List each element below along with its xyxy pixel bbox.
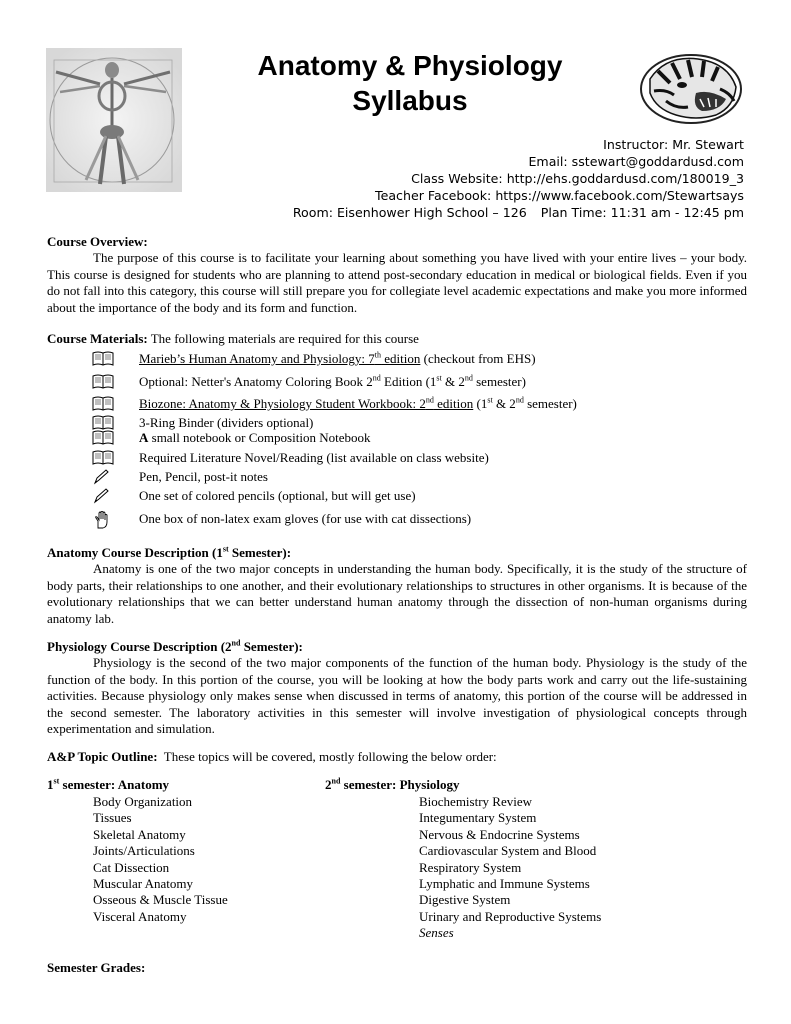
facebook-line (375, 187, 744, 204)
topic-item: Joints/Articulations (93, 843, 195, 859)
material-item-text: 3-Ring Binder (dividers optional) (139, 415, 314, 430)
room-line (293, 204, 744, 221)
topic-item: Respiratory System (419, 859, 522, 875)
material-item-text: Optional: Netter's Anatomy Coloring Book 2nd Edition (1st & 2nd semester) (139, 373, 526, 389)
topic-item: Lymphatic and Immune Systems (419, 876, 590, 892)
topic-item: Urinary and Reproductive Systems (419, 908, 602, 924)
material-item-text: One box of non-latex exam gloves (for use with cat dissections) (139, 511, 472, 526)
topic-item: Senses (419, 925, 454, 941)
tiger-head-mascot-image (636, 49, 746, 127)
pencil-icon (92, 488, 118, 508)
material-item-text: A small notebook or Composition Notebook (139, 430, 371, 445)
page-title-line2: Syllabus (352, 85, 468, 116)
topic-outline-heading-line (47, 749, 747, 765)
semester-grades-heading: Semester Grades: (47, 960, 146, 975)
book-icon (92, 374, 118, 394)
anatomy-section (47, 545, 747, 627)
topic-item: Cardiovascular System and Blood (419, 843, 597, 859)
course-overview-section (47, 234, 747, 316)
book-icon (92, 351, 118, 371)
topic-outline-heading: A&P Topic Outline: (47, 749, 158, 764)
topic-item: Visceral Anatomy (93, 908, 187, 924)
semester1-topic-list (93, 794, 228, 925)
instructor-value: Mr. Stewart (672, 137, 744, 152)
material-item-text: Biozone: Anatomy & Physiology Student Workbook: 2nd edition (1st & 2nd semester) (139, 395, 577, 411)
material-item-text: Required Literature Novel/Reading (list available on class website) (139, 450, 489, 465)
instructor-line (603, 136, 744, 153)
topic-item: Integumentary System (419, 810, 537, 826)
material-item-text: Marieb’s Human Anatomy and Physiology: 7th edition (checkout from EHS) (139, 350, 536, 366)
plan-time-value: 11:31 am - 12:45 pm (610, 205, 744, 220)
physiology-text: Physiology is the second of the two major components of the function of the human body. Physiology is the study of the function of the body. In this portion of the course, you will be looking at how the body parts work and carry out the life-sustaining activities. Because physiology only makes sense when discussed in terms of anatomy, this portion of the course will be addressed in the second semester. The laboratory activities in this semester will involve investigation of physiological concepts through experimentation and simulation. (47, 655, 747, 737)
instructor-label: Instructor: (603, 137, 669, 152)
course-overview-heading: Course Overview: (47, 234, 148, 249)
website-line (411, 170, 744, 187)
topic-item: Skeletal Anatomy (93, 826, 186, 842)
anatomy-heading: Anatomy Course Description (1st Semester): (47, 544, 292, 560)
room-value: Eisenhower High School – 126 (336, 205, 527, 220)
course-overview-text: The purpose of this course is to facilitate your learning about something you have lived with your entire lives – your body. This course is designed for students who are planning to attend post-secondary education in medical or biological fields. Even if you do not fall into this category, this course will still prepare you for collegiate level academic expectations and make you more informed about the importance of the body and its form and function. (47, 250, 747, 315)
topic-item: Nervous & Endocrine Systems (419, 826, 580, 842)
website-label: Class Website: (411, 171, 503, 186)
topic-item: Biochemistry Review (419, 794, 533, 809)
website-value[interactable]: http://ehs.goddardusd.com/180019_3 (506, 171, 744, 186)
physiology-section (47, 639, 747, 737)
material-item-text: One set of colored pencils (optional, but will get use) (139, 488, 416, 503)
course-materials-intro: The following materials are required for this course (150, 331, 419, 346)
course-materials-heading: Course Materials: (47, 331, 148, 346)
book-icon (92, 430, 118, 450)
course-materials-heading-line (47, 331, 747, 347)
topic-item: Osseous & Muscle Tissue (93, 892, 228, 908)
room-label: Room: (292, 205, 333, 220)
pencil-icon (92, 469, 118, 489)
book-icon (92, 450, 118, 470)
semester1-heading: 1st semester: Anatomy (47, 776, 170, 792)
plan-time-label: Plan Time: (540, 205, 607, 220)
hand-icon (92, 511, 118, 533)
material-item-text: Pen, Pencil, post-it notes (139, 469, 268, 484)
vitruvian-skeleton-image (46, 48, 182, 192)
email-line (528, 153, 744, 170)
topic-item: Tissues (93, 810, 132, 826)
email-label: Email: (528, 154, 568, 169)
topic-outline-intro: These topics will be covered, mostly following the below order: (163, 749, 497, 764)
page-title-line1: Anatomy & Physiology (257, 50, 563, 81)
topic-item: Digestive System (419, 892, 511, 908)
book-icon (92, 396, 118, 416)
facebook-value[interactable]: https://www.facebook.com/Stewartsays (495, 188, 744, 203)
email-value[interactable]: sstewart@goddardusd.com (571, 154, 744, 169)
topic-item: Body Organization (93, 794, 193, 809)
physiology-heading: Physiology Course Description (2nd Semester): (47, 638, 303, 654)
topic-item: Muscular Anatomy (93, 876, 194, 892)
anatomy-text: Anatomy is one of the two major concepts in understanding the human body. Specifically, it is the study of the structure of body parts, their relationships to one another, and their evolutionary relationships to structures in other organisms. It is because of the evolutionary relationships that we can better understand human anatomy through the dissection of non-human organisms during anatomy lab. (47, 561, 747, 626)
topic-item: Cat Dissection (93, 859, 170, 875)
semester2-heading: 2nd semester: Physiology (325, 776, 460, 792)
semester2-topic-list (419, 794, 601, 942)
facebook-label: Teacher Facebook: (375, 188, 492, 203)
